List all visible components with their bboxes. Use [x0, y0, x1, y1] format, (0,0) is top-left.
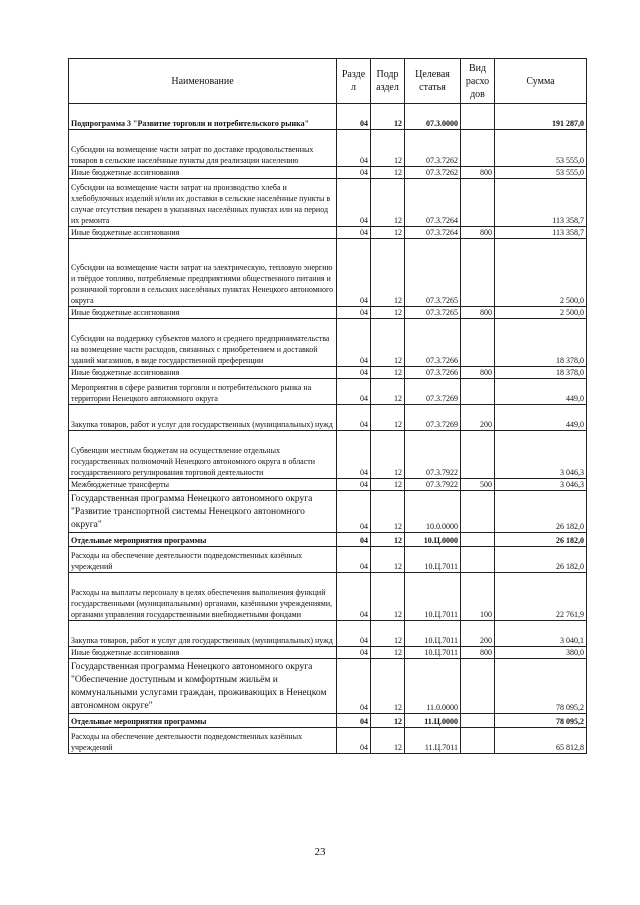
row-amount: 3 046,3 [495, 431, 587, 479]
row-target: 10.Ц.0000 [405, 533, 461, 547]
row-expense-type [461, 491, 495, 533]
row-section: 04 [337, 533, 371, 547]
row-subsection: 12 [371, 547, 405, 573]
row-subsection: 12 [371, 431, 405, 479]
row-name: Субсидии на возмещение части затрат по доставке продовольственных товаров в сельские населённые пункты для реализации населению [69, 130, 337, 167]
row-subsection: 12 [371, 104, 405, 130]
row-section: 04 [337, 179, 371, 227]
row-target: 07.3.7922 [405, 479, 461, 491]
row-expense-type [461, 239, 495, 307]
row-expense-type: 800 [461, 227, 495, 239]
row-amount: 113 358,7 [495, 227, 587, 239]
row-target: 11.Ц.0000 [405, 714, 461, 728]
row-name: Субсидии на возмещение части затрат на электрическую, тепловую энергию и твёрдое топливо, потребляемые предприятиями общественного питания и розничной торговли в сельских населённых пунктах Ненецкого автономного округа [69, 239, 337, 307]
row-name: Отдельные мероприятия программы [69, 714, 337, 728]
row-subsection: 12 [371, 659, 405, 714]
row-section: 04 [337, 714, 371, 728]
table-row [69, 405, 587, 431]
row-amount: 113 358,7 [495, 179, 587, 227]
header-target: Целевая статья [405, 59, 461, 104]
row-target: 10.Ц.7011 [405, 573, 461, 621]
row-target: 11.Ц.7011 [405, 728, 461, 754]
row-subsection: 12 [371, 130, 405, 167]
row-section: 04 [337, 479, 371, 491]
row-section: 04 [337, 307, 371, 319]
row-name: Иные бюджетные ассигнования [69, 647, 337, 659]
table-row [69, 547, 587, 573]
header-amount: Сумма [495, 59, 587, 104]
row-target: 11.0.0000 [405, 659, 461, 714]
row-target: 07.3.7922 [405, 431, 461, 479]
row-name: Подпрограмма 3 "Развитие торговли и потребительского рынка" [69, 104, 337, 130]
row-name: Отдельные мероприятия программы [69, 533, 337, 547]
row-subsection: 12 [371, 379, 405, 405]
table-row [69, 367, 587, 379]
row-amount: 26 182,0 [495, 533, 587, 547]
row-name: Межбюджетные трансферты [69, 479, 337, 491]
table-row [69, 647, 587, 659]
row-section: 04 [337, 367, 371, 379]
row-section: 04 [337, 573, 371, 621]
table-row [69, 104, 587, 130]
row-subsection: 12 [371, 647, 405, 659]
row-name: Субвенции местным бюджетам на осуществление отдельных государственных полномочий Ненецкого автономного округа в области государственного регулирования торговой деятельности [69, 431, 337, 479]
table-row [69, 319, 587, 367]
row-subsection: 12 [371, 491, 405, 533]
row-target: 07.3.7269 [405, 379, 461, 405]
row-subsection: 12 [371, 405, 405, 431]
row-name: Субсидии на возмещение части затрат на производство хлеба и хлебобулочных изделий и/или их доставки в сельские населённые пункты в случае отсутствия пекарен в указанных населённых пунктах или на период их ремонта [69, 179, 337, 227]
row-subsection: 12 [371, 367, 405, 379]
table-row [69, 307, 587, 319]
row-section: 04 [337, 319, 371, 367]
table-row [69, 239, 587, 307]
row-section: 04 [337, 491, 371, 533]
row-expense-type: 200 [461, 621, 495, 647]
row-subsection: 12 [371, 573, 405, 621]
row-amount: 78 095,2 [495, 659, 587, 714]
row-amount: 65 812,8 [495, 728, 587, 754]
row-name: Иные бюджетные ассигнования [69, 227, 337, 239]
row-name: Закупка товаров, работ и услуг для государственных (муниципальных) нужд [69, 621, 337, 647]
row-section: 04 [337, 130, 371, 167]
row-expense-type: 500 [461, 479, 495, 491]
table-header-row [69, 59, 587, 104]
row-amount: 78 095,2 [495, 714, 587, 728]
row-name: Иные бюджетные ассигнования [69, 367, 337, 379]
row-target: 07.3.7265 [405, 307, 461, 319]
row-name: Субсидии на поддержку субъектов малого и среднего предпринимательства на возмещение части расходов, связанных с приобретением и доставкой зданий магазинов, в виде государственной преференции [69, 319, 337, 367]
table-row [69, 130, 587, 167]
row-amount: 380,0 [495, 647, 587, 659]
row-target: 10.Ц.7011 [405, 547, 461, 573]
row-target: 07.3.0000 [405, 104, 461, 130]
row-name: Государственная программа Ненецкого автономного округа "Развитие транспортной системы Ненецкого автономного округа" [69, 491, 337, 533]
page-number: 23 [314, 846, 326, 858]
row-expense-type [461, 130, 495, 167]
row-subsection: 12 [371, 621, 405, 647]
table-row [69, 714, 587, 728]
row-target: 07.3.7266 [405, 367, 461, 379]
row-expense-type [461, 659, 495, 714]
row-expense-type: 200 [461, 405, 495, 431]
table-row [69, 728, 587, 754]
row-section: 04 [337, 167, 371, 179]
row-expense-type [461, 379, 495, 405]
table-row [69, 573, 587, 621]
row-expense-type [461, 714, 495, 728]
row-target: 10.Ц.7011 [405, 621, 461, 647]
row-expense-type [461, 533, 495, 547]
row-amount: 26 182,0 [495, 547, 587, 573]
row-section: 04 [337, 379, 371, 405]
row-subsection: 12 [371, 728, 405, 754]
row-target: 07.3.7269 [405, 405, 461, 431]
row-subsection: 12 [371, 167, 405, 179]
row-amount: 2 500,0 [495, 239, 587, 307]
row-subsection: 12 [371, 533, 405, 547]
row-subsection: 12 [371, 239, 405, 307]
row-subsection: 12 [371, 307, 405, 319]
table-row [69, 227, 587, 239]
row-target: 07.3.7262 [405, 167, 461, 179]
row-amount: 449,0 [495, 405, 587, 431]
row-expense-type: 800 [461, 647, 495, 659]
row-expense-type [461, 547, 495, 573]
row-section: 04 [337, 647, 371, 659]
table-row [69, 621, 587, 647]
row-amount: 191 287,0 [495, 104, 587, 130]
row-expense-type [461, 431, 495, 479]
row-amount: 53 555,0 [495, 167, 587, 179]
row-amount: 2 500,0 [495, 307, 587, 319]
row-expense-type [461, 728, 495, 754]
row-target: 07.3.7264 [405, 179, 461, 227]
row-expense-type: 800 [461, 367, 495, 379]
row-expense-type: 800 [461, 167, 495, 179]
row-name: Иные бюджетные ассигнования [69, 307, 337, 319]
row-expense-type [461, 104, 495, 130]
row-target: 07.3.7266 [405, 319, 461, 367]
row-target: 07.3.7262 [405, 130, 461, 167]
row-section: 04 [337, 239, 371, 307]
row-name: Расходы на обеспечение деятельности подведомственных казённых учреждений [69, 728, 337, 754]
row-expense-type: 800 [461, 307, 495, 319]
row-section: 04 [337, 659, 371, 714]
row-name: Закупка товаров, работ и услуг для государственных (муниципальных) нужд [69, 405, 337, 431]
row-amount: 449,0 [495, 379, 587, 405]
row-amount: 22 761,9 [495, 573, 587, 621]
row-subsection: 12 [371, 227, 405, 239]
row-section: 04 [337, 728, 371, 754]
row-amount: 18 378,0 [495, 367, 587, 379]
header-subsection: Подр аздел [371, 59, 405, 104]
header-section: Разде л [337, 59, 371, 104]
table-row [69, 431, 587, 479]
row-amount: 3 046,3 [495, 479, 587, 491]
table-row [69, 167, 587, 179]
header-name: Наименование [69, 59, 337, 104]
row-name: Расходы на обеспечение деятельности подведомственных казённых учреждений [69, 547, 337, 573]
table-row [69, 179, 587, 227]
row-target: 10.0.0000 [405, 491, 461, 533]
row-subsection: 12 [371, 179, 405, 227]
row-expense-type [461, 179, 495, 227]
row-expense-type [461, 319, 495, 367]
table-row [69, 379, 587, 405]
budget-table [68, 58, 587, 754]
table-row [69, 659, 587, 714]
row-subsection: 12 [371, 319, 405, 367]
row-amount: 3 040,1 [495, 621, 587, 647]
row-amount: 53 555,0 [495, 130, 587, 167]
row-section: 04 [337, 621, 371, 647]
table-row [69, 479, 587, 491]
row-name: Мероприятия в сфере развития торговли и потребительского рынка на территории Ненецкого автономного округа [69, 379, 337, 405]
table-row [69, 491, 587, 533]
row-subsection: 12 [371, 479, 405, 491]
row-amount: 18 378,0 [495, 319, 587, 367]
row-section: 04 [337, 547, 371, 573]
row-section: 04 [337, 227, 371, 239]
row-target: 07.3.7264 [405, 227, 461, 239]
row-target: 07.3.7265 [405, 239, 461, 307]
table-row [69, 533, 587, 547]
row-section: 04 [337, 405, 371, 431]
row-expense-type: 100 [461, 573, 495, 621]
row-name: Государственная программа Ненецкого автономного округа "Обеспечение доступным и комфортным жильём и коммунальными услугами граждан, проживающих в Ненецком автономном округе" [69, 659, 337, 714]
row-name: Расходы на выплаты персоналу в целях обеспечения выполнения функций государственными (муниципальными) органами, казёнными учреждениями, органами управления государственными внебюджетными фондами [69, 573, 337, 621]
row-name: Иные бюджетные ассигнования [69, 167, 337, 179]
header-expense-type: Вид расхо дов [461, 59, 495, 104]
row-target: 10.Ц.7011 [405, 647, 461, 659]
row-amount: 26 182,0 [495, 491, 587, 533]
row-subsection: 12 [371, 714, 405, 728]
row-section: 04 [337, 431, 371, 479]
row-section: 04 [337, 104, 371, 130]
